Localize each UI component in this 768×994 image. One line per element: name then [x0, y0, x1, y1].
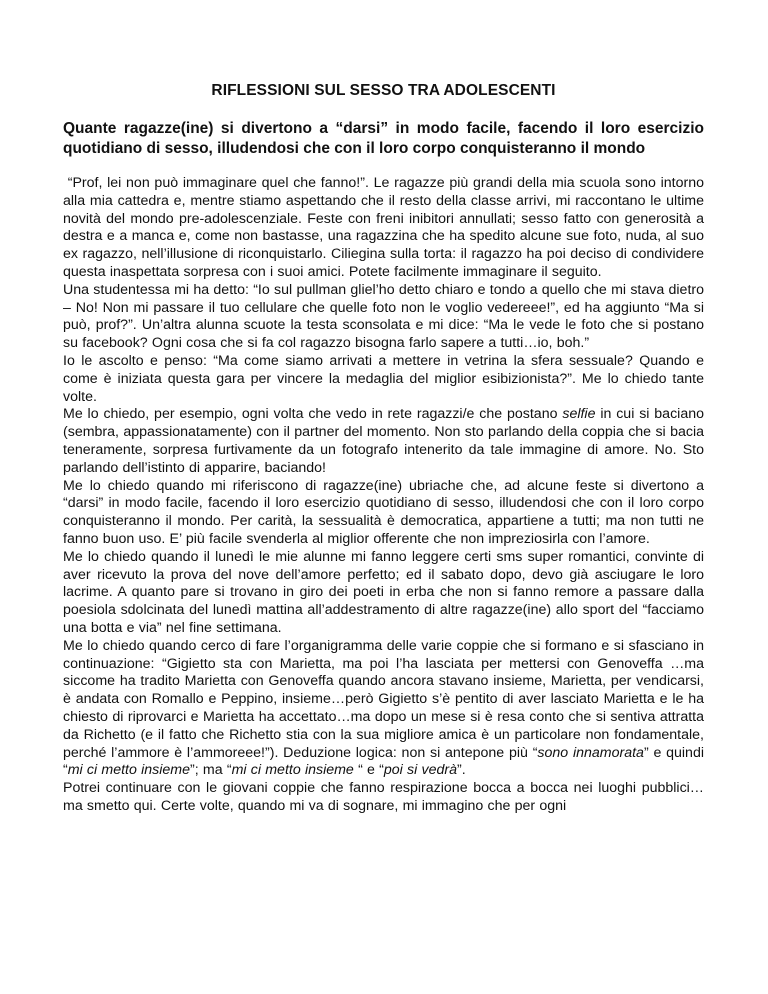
- text-run: Una studentessa mi ha detto: “Io sul pullman gliel’ho detto chiaro e tondo a quello che mi stava dietro – No! Non mi passare il tuo cellulare che quelle foto non le voglio vedereee!”, ed ha aggiunto “Ma si può, prof?”. Un’altra alunna scuote la testa sconsolata e mi dice: “Ma le vede le foto che si postano su facebook? Ogni cosa che si fa col ragazzo bisogna farlo sapere a tutti…io, boh.”: [63, 281, 704, 352]
- italic-text-run: poi si vedrà: [383, 762, 457, 779]
- paragraph: [63, 406, 704, 477]
- text-run: ”.: [456, 762, 466, 779]
- text-run: Potrei continuare con le giovani coppie che fanno respirazione bocca a bocca nei luoghi pubblici…ma smetto qui. Certe volte, quando mi va di sognare, mi immagino che per ogni: [63, 780, 704, 814]
- document-subtitle: Quante ragazze(ine) si divertono a “darsi” in modo facile, facendo il loro esercizio quotidiano di sesso, illudendosi che con il loro corpo conquisteranno il mondo: [63, 120, 704, 157]
- italic-text-run: sono innamorata: [537, 744, 644, 761]
- italic-text-run: selfie: [562, 406, 596, 423]
- text-run: Io le ascolto e penso: “Ma come siamo arrivati a mettere in vetrina la sfera sessuale? Quando e come è iniziata questa gara per vincere la medaglia del miglior esibizionista?”. Me lo chiedo tante volte.: [63, 352, 704, 405]
- paragraph: [63, 780, 704, 816]
- text-run: Me lo chiedo quando il lunedì le mie alunne mi fanno leggere certi sms super romantici, convinte di aver ricevuto la prova del nove dell’amore perfetto; ed il sabato dopo, devo già asciugare le loro lacrime. A quanto pare si trovano in giro dei poeti in erba che non si fanno remore a passare dalla poesiola sdolcinata del lunedì mattina all’addestramento di altre ragazze(ine) allo sport del “facciamo una botta e via” nel fine settimana.: [63, 548, 704, 636]
- text-run: “ e “: [358, 762, 384, 779]
- paragraph: [63, 549, 704, 638]
- document-body: [63, 175, 704, 816]
- text-run: “Prof, lei non può immaginare quel che fanno!”. Le ragazze più grandi della mia scuola sono intorno alla mia cattedra e, mentre stiamo aspettando che il resto della classe arrivi, mi raccontano le ultime novità del mondo pre-adolescenziale. Feste con freni inibitori annullati; sesso fatto con generosità a destra e a manca e, come non bastasse, una ragazzina che ha spedito alcune sue foto, nuda, al suo ex ragazzo, nell’illusione di riconquistarlo. Ciliegina sulla torta: il ragazzo ha poi deciso di condividere questa inaspettata sorpresa con i suoi amici. Potete facilmente immaginare il seguito.: [63, 175, 704, 280]
- paragraph: [63, 175, 704, 282]
- paragraph: [63, 282, 704, 353]
- italic-text-run: mi ci metto insieme: [231, 762, 359, 779]
- text-run: Me lo chiedo quando mi riferiscono di ragazze(ine) ubriache che, ad alcune feste si divertono a “darsi” in modo facile, facendo il loro esercizio quotidiano di sesso, illudendosi che con il loro corpo conquisteranno il mondo. Per carità, la sessualità è democratica, appartiene a tutti; ma non tutti ne fanno buon uso. E’ più facile svenderla al miglior offerente che non impreziosirla con l’amore.: [63, 477, 704, 547]
- paragraph: [63, 353, 704, 406]
- paragraph: [63, 638, 704, 780]
- document-title: RIFLESSIONI SUL SESSO TRA ADOLESCENTI: [211, 82, 556, 99]
- text-run: ”; ma “: [190, 762, 232, 779]
- paragraph: [63, 478, 704, 549]
- italic-text-run: mi ci metto insieme: [67, 762, 190, 779]
- text-run: Me lo chiedo, per esempio, ogni volta che vedo in rete ragazzi/e che postano: [63, 406, 563, 423]
- text-run: ” e quindi “: [63, 744, 704, 779]
- text-run: Me lo chiedo quando cerco di fare l’organigramma delle varie coppie che si formano e si sfasciano in continuazione: “Gigietto sta con Marietta, ma poi l’ha lasciata per mettersi con Genoveffa …ma siccome ha tradito Marietta con Genoveffa quando ancora stavano insieme, Marietta, per vendicarsi, è andata con Romallo e Peppino, insieme…però Gigietto s’è pentito di aver lasciato Marietta e le ha chiesto di riprovarci e Marietta ha accettato…ma dopo un mese si è resa conto che si sentiva attratta da Richetto (e il fatto che Richetto stia con la sua migliore amica è un particolare non fondamentale, perché l’ammore è l’ammoreee!”). Deduzione logica: non si antepone più “: [63, 637, 704, 761]
- text-run: in cui si baciano (sembra, appassionatamente) con il partner del momento. Non sto parlando della coppia che si bacia teneramente, sorpresa furtivamente da un fotografo intenerito da tale immagine di amore. No. Sto parlando dell’istinto di apparire, baciando!: [63, 406, 704, 476]
